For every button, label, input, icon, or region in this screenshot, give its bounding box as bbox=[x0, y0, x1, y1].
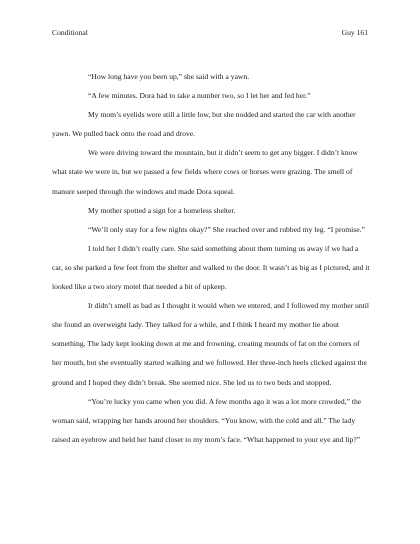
paragraph: It didn’t smell as bad as I thought it would when we entered, and I followed my mother until she found an overweight lady. They talked for a while, and I think I heard my mother lie about something. The lady kept looking down at me and frowning, creating mounds of fat on the corners of her mouth, but she eventually started walking and we followed. Her three-inch heels clicked against the ground and I hoped they didn’t break. She seemed nice. She led us to two beds and stopped. bbox=[52, 301, 369, 387]
body-text bbox=[52, 67, 370, 449]
paragraph: “How long have you been up,” she said with a yawn. bbox=[88, 72, 250, 81]
paragraph: My mother spotted a sign for a homeless shelter. bbox=[88, 205, 236, 215]
header-title: Conditional bbox=[52, 28, 88, 37]
paragraph: We were driving toward the mountain, but it didn’t seem to get any bigger. I didn’t know what state we were in, but we passed a few fields where cows or horses were grazing. The smell of manure seeped through the windows and made Dora squeal. bbox=[52, 148, 358, 196]
paragraph: My mom’s eyelids were still a little low, but she nodded and started the car with another yawn. We pulled back onto the road and drove. bbox=[52, 110, 356, 139]
running-header bbox=[52, 27, 368, 39]
paragraph: I told her I didn’t really care. She said something about them turning us away if we had a car, so she parked a few feet from the shelter and walked to the door. It wasn’t as big as I pictured, and it looked like a two story motel that needed a bit of upkeep. bbox=[52, 243, 370, 292]
paragraph: “You’re lucky you came when you did. A few months ago it was a lot more crowded,” the woman said, wrapping her hands around her shoulders. “You know, with the cold and all.” The lady raised an eyebrow and held her hand closer to my mom’s face. “What happened to your eye and lip?” bbox=[52, 396, 362, 444]
paragraph: “A few minutes. Dora had to take a number two, so I let her and fed her.” bbox=[88, 91, 311, 101]
header-page-number: Guy 161 bbox=[341, 28, 368, 37]
paragraph: “We’ll only stay for a few nights okay?” She reached over and rubbed my leg. “I promise.” bbox=[88, 224, 365, 234]
